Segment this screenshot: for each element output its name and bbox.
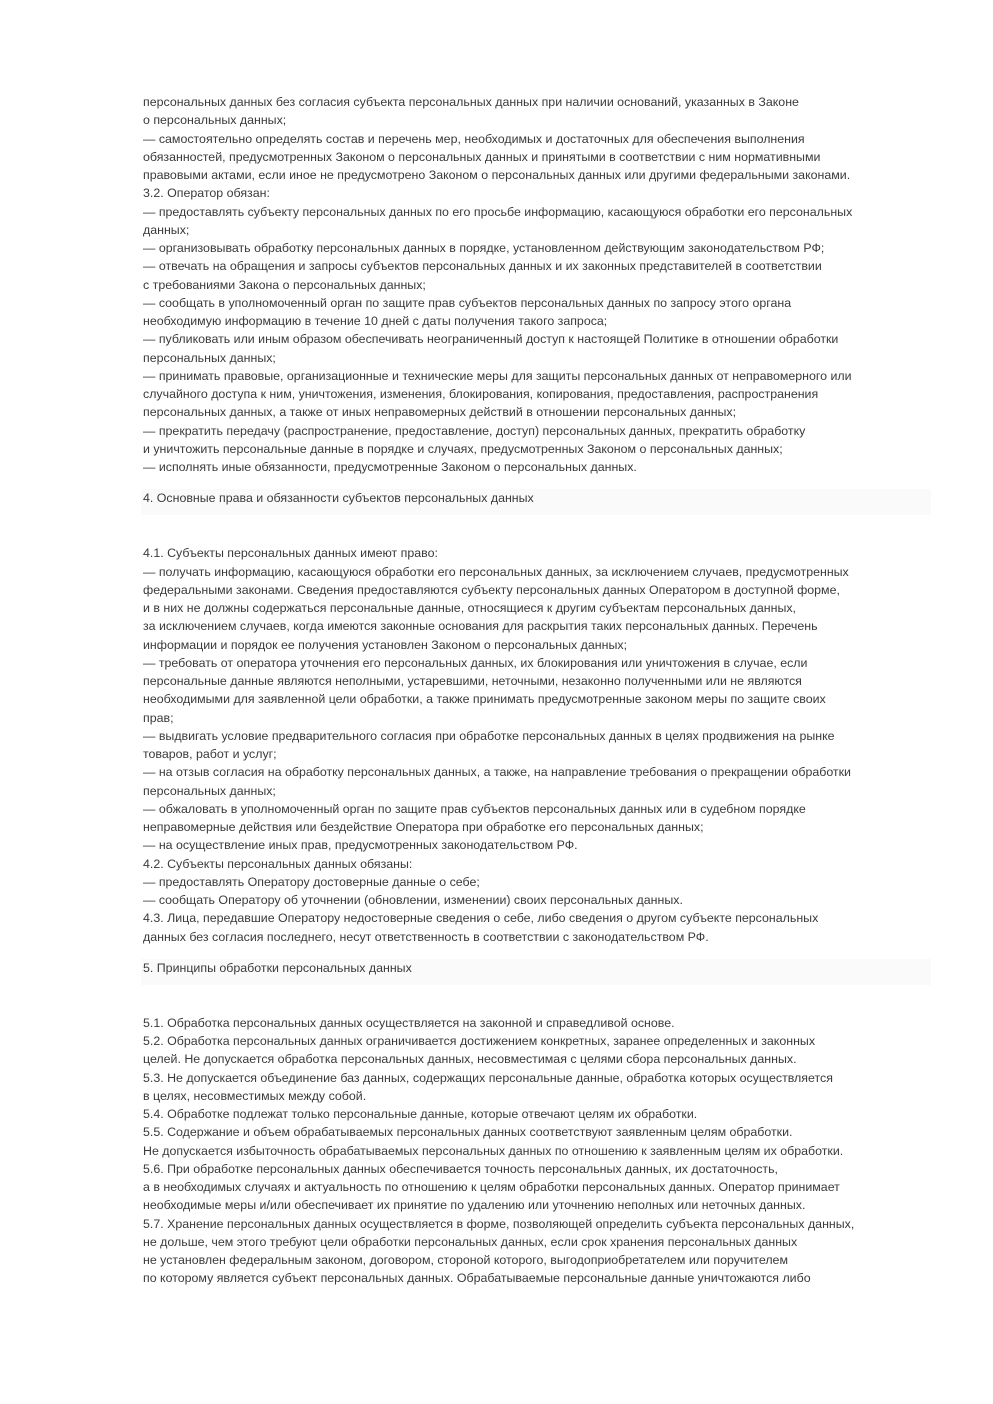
text-line: данных без согласия последнего, несут ответственность в соответствии с законодательством РФ. bbox=[143, 929, 709, 944]
text-line: персональных данных; bbox=[143, 783, 276, 798]
text-line: — публиковать или иным образом обеспечивать неограниченный доступ к настоящей Политике в отношении обработки bbox=[143, 332, 839, 347]
text-line: за исключением случаев, когда имеются законные основания для раскрытия таких персональных данных. Перечень bbox=[143, 619, 818, 634]
text-line: 5.2. Обработка персональных данных ограничивается достижением конкретных, заранее определенных и законных bbox=[143, 1034, 816, 1048]
text-line: необходимые меры и/или обеспечивает их принятие по удалению или уточнению неполных или неточных данных. bbox=[143, 1198, 806, 1213]
text-line: персональных данных без согласия субъекта персональных данных при наличии оснований, указанных в Законе bbox=[143, 95, 799, 109]
text-line: персональных данных, а также от иных неправомерных действий в отношении персональных данных; bbox=[143, 405, 737, 420]
section-5-heading: 5. Принципы обработки персональных данных bbox=[143, 960, 412, 975]
text-line: — организовывать обработку персональных данных в порядке, установленном действующим законодательством РФ; bbox=[143, 241, 825, 255]
text-line: федеральными законами. Сведения предоставляются субъекту персональных данных Оператором в доступной форме, bbox=[143, 582, 840, 597]
text-line: 5.5. Содержание и объем обрабатываемых персональных данных соответствуют заявленным целям обработки. bbox=[143, 1125, 793, 1140]
text-line: — выдвигать условие предварительного согласия при обработке персональных данных в целях продвижения на рынке bbox=[143, 728, 835, 743]
text-line: — исполнять иные обязанности, предусмотренные Законом о персональных данных. bbox=[143, 460, 637, 474]
text-line: 5.6. При обработке персональных данных обеспечивается точность персональных данных, их достаточность, bbox=[143, 1161, 778, 1176]
text-line: — обжаловать в уполномоченный орган по защите прав субъектов персональных данных или в судебном порядке bbox=[143, 801, 806, 816]
text-line: и в них не должны содержаться персональные данные, относящиеся к другим субъектам персональных данных, bbox=[143, 601, 796, 615]
text-line: данных; bbox=[143, 222, 190, 237]
text-line: — принимать правовые, организационные и технические меры для защиты персональных данных от неправомерного или bbox=[143, 368, 852, 383]
section-4-heading: 4. Основные права и обязанности субъектов персональных данных bbox=[143, 491, 534, 506]
text-line: необходимыми для заявленной цели обработки, а также принимать предусмотренные законом меры по защите своих bbox=[143, 692, 826, 707]
text-line: — получать информацию, касающуюся обработки его персональных данных, за исключением случаев, предусмотренных bbox=[143, 564, 849, 579]
text-line: прав; bbox=[143, 710, 174, 725]
text-line: — предоставлять субъекту персональных данных по его просьбе информацию, касающуюся обработки его персональных bbox=[143, 204, 853, 219]
text-line: 5.7. Хранение персональных данных осуществляется в форме, позволяющей определить субъекта персональных данных, bbox=[143, 1216, 855, 1231]
text-line: Не допускается избыточность обрабатываемых персональных данных по отношению к заявленным целям их обработки. bbox=[143, 1143, 844, 1158]
text-line: правовыми актами, если иное не предусмотрено Законом о персональных данных или другими федеральными законами. bbox=[143, 168, 851, 182]
text-line: — требовать от оператора уточнения его персональных данных, их блокирования или уничтожения в случае, если bbox=[143, 655, 808, 670]
text-line: 3.2. Оператор обязан: bbox=[143, 186, 270, 201]
section-4-heading-block bbox=[143, 489, 943, 515]
text-line: персональных данных; bbox=[143, 350, 276, 365]
section-5-body bbox=[143, 1014, 943, 1288]
text-line: целей. Не допускается обработка персональных данных, несовместимая с целями сбора персональных данных. bbox=[143, 1052, 797, 1067]
text-line: 5.4. Обработке подлежат только персональные данные, которые отвечают целям их обработки. bbox=[143, 1107, 698, 1121]
text-line: — предоставлять Оператору достоверные данные о себе; bbox=[143, 874, 480, 889]
text-line: по которому является субъект персональных данных. Обрабатываемые персональные данные уничтожаются либо bbox=[143, 1271, 811, 1286]
text-line: 4.2. Субъекты персональных данных обязаны: bbox=[143, 856, 413, 871]
text-line: а в необходимых случаях и актуальность по отношению к целям обработки персональных данных. Оператор принимает bbox=[143, 1180, 840, 1194]
text-line: — на отзыв согласия на обработку персональных данных, а также, на направление требования о прекращении обработки bbox=[143, 765, 851, 780]
text-line: в целях, несовместимых между собой. bbox=[143, 1088, 367, 1103]
text-line: — отвечать на обращения и запросы субъектов персональных данных и их законных представителей в соответствии bbox=[143, 259, 822, 274]
text-line: не дольше, чем этого требуют цели обработки персональных данных, если срок хранения персональных данных bbox=[143, 1234, 798, 1249]
text-line: — сообщать Оператору об уточнении (обновлении, изменении) своих персональных данных. bbox=[143, 893, 683, 907]
text-line: случайного доступа к ним, уничтожения, изменения, блокирования, копирования, предоставления, распространения bbox=[143, 387, 819, 401]
text-line: и уничтожить персональные данные в порядке и случаях, предусмотренных Законом о персональных данных; bbox=[143, 441, 783, 456]
section-4-body bbox=[143, 544, 943, 946]
text-line: обязанностей, предусмотренных Законом о персональных данных и принятыми в соответствии с ним нормативными bbox=[143, 149, 821, 164]
text-line: — самостоятельно определять состав и перечень мер, необходимых и достаточных для обеспечения выполнения bbox=[143, 131, 805, 146]
section-3-tail bbox=[143, 93, 943, 476]
text-line: информации и порядок ее получения установлен Законом о персональных данных; bbox=[143, 637, 628, 652]
text-line: персональные данные являются неполными, устаревшими, неточными, незаконно полученными или не являются bbox=[143, 674, 802, 688]
text-line: — прекратить передачу (распространение, предоставление, доступ) персональных данных, прекратить обработку bbox=[143, 423, 806, 438]
text-line: необходимую информацию в течение 10 дней с даты получения такого запроса; bbox=[143, 314, 608, 328]
text-line: 4.1. Субъекты персональных данных имеют право: bbox=[143, 546, 438, 561]
text-line: 5.3. Не допускается объединение баз данных, содержащих персональные данные, обработка которых осуществляется bbox=[143, 1070, 833, 1085]
text-line: 4.3. Лица, передавшие Оператору недостоверные сведения о себе, либо сведения о другом субъекте персональных bbox=[143, 911, 819, 926]
text-line: товаров, работ и услуг; bbox=[143, 747, 277, 761]
text-line: — на осуществление иных прав, предусмотренных законодательством РФ. bbox=[143, 838, 578, 853]
text-line: неправомерные действия или бездействие Оператора при обработке его персональных данных; bbox=[143, 820, 704, 834]
section-5-heading-block bbox=[143, 959, 943, 985]
text-line: 5.1. Обработка персональных данных осуществляется на законной и справедливой основе. bbox=[143, 1015, 675, 1030]
text-line: — сообщать в уполномоченный орган по защите прав субъектов персональных данных по запросу этого органа bbox=[143, 295, 792, 310]
document-body bbox=[143, 93, 943, 1288]
text-line: о персональных данных; bbox=[143, 113, 287, 128]
text-line: не установлен федеральным законом, договором, стороной которого, выгодоприобретателем или поручителем bbox=[143, 1253, 788, 1267]
text-line: с требованиями Закона о персональных данных; bbox=[143, 277, 426, 292]
